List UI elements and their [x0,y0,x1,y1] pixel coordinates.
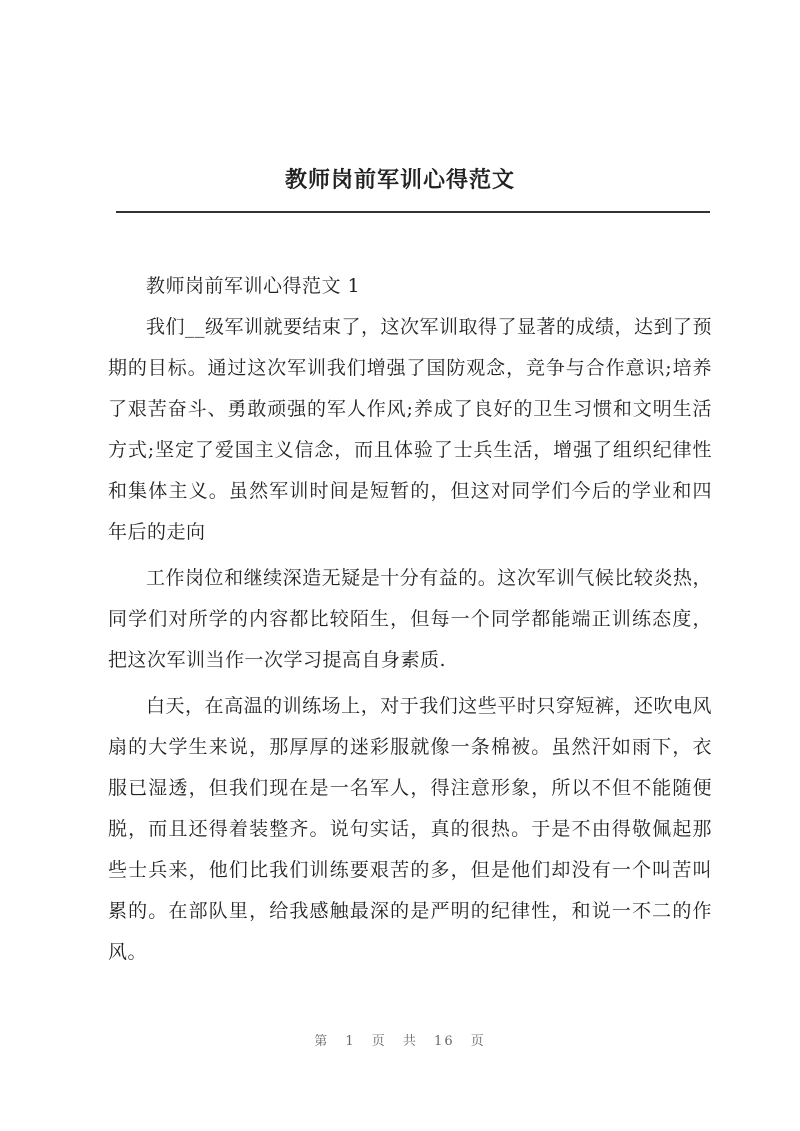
section-heading: 教师岗前军训心得范文 1 [146,275,361,297]
document-body [108,266,712,973]
paragraph-2: 工作岗位和继续深造无疑是十分有益的。这次军训气候比较炎热，同学们对所学的内容都比较陌生，但每一个同学都能端正训练态度，把这次军训当作一次学习提高自身素质. [108,567,712,671]
paragraph-3: 白天，在高温的训练场上，对于我们这些平时只穿短裤，还吹电风扇的大学生来说，那厚厚的迷彩服就像一条棉被。虽然汗如雨下，衣服已湿透，但我们现在是一名军人，得注意形象，所以不但不能随便脱，而且还得着装整齐。说句实话，真的很热。于是不由得敬佩起那些士兵来，他们比我们训练要艰苦的多，但是他们却没有一个叫苦叫累的。在部队里，给我感触最深的是严明的纪律性，和说一不二的作风。 [108,695,712,963]
page-number-footer: 第 1 页 共 16 页 [314,1034,486,1049]
title-divider [116,211,710,213]
paragraph-1: 我们__级军训就要结束了，这次军训取得了显著的成绩，达到了预期的目标。通过这次军训我们增强了国防观念，竞争与合作意识;培养了艰苦奋斗、勇敢顽强的军人作风;养成了良好的卫生习惯和文明生活方式;坚定了爱国主义信念，而且体验了士兵生活，增强了组织纪律性和集体主义。虽然军训时间是短暂的，但这对同学们今后的学业和四年后的走向 [108,316,713,543]
page-title: 教师岗前军训心得范文 [284,167,515,193]
